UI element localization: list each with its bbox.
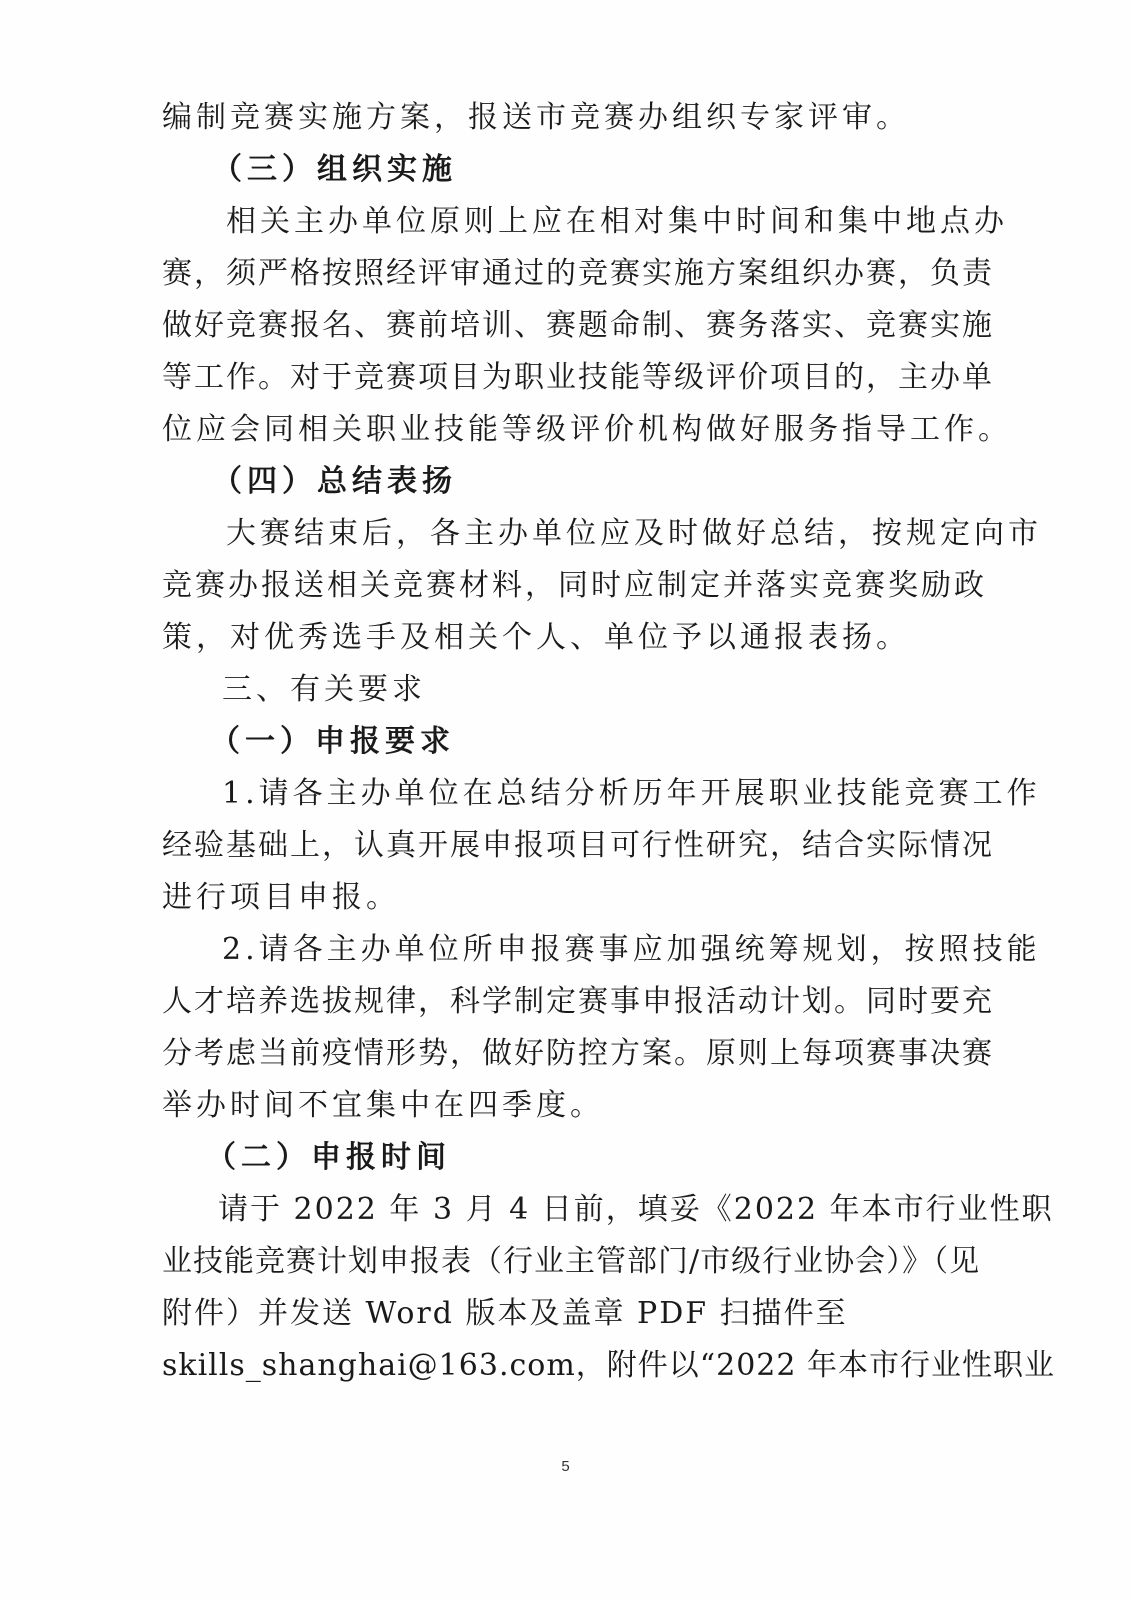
- text-line: 策，对优秀选手及相关个人、单位予以通报表扬。: [162, 620, 910, 655]
- text-line: 业技能竞赛计划申报表（行业主管部门/市级行业协会）》（见: [162, 1244, 981, 1279]
- text-line: 请于 2022 年 3 月 4 日前，填妥《2022 年本市行业性职: [218, 1192, 1054, 1227]
- email-line: skills_shanghai@163.com，附件以“2022 年本市行业性职业: [162, 1348, 1056, 1383]
- text-line: 等工作。对于竞赛项目为职业技能等级评价项目的，主办单: [162, 360, 994, 395]
- page-number: 5: [561, 1458, 570, 1475]
- text-line: 位应会同相关职业技能等级评价机构做好服务指导工作。: [162, 412, 1012, 447]
- chapter-heading-requirements: [162, 664, 952, 716]
- section-heading-summary: [162, 456, 952, 508]
- text-line: 做好竞赛报名、赛前培训、赛题命制、赛务落实、竞赛实施: [162, 308, 994, 343]
- text-line: 进行项目申报。: [162, 880, 400, 915]
- paragraph-tail: [162, 92, 952, 144]
- text-line: 举办时间不宜集中在四季度。: [162, 1088, 604, 1123]
- text-line: 1.请各主办单位在总结分析历年开展职业技能竞赛工作: [222, 776, 1041, 811]
- text-line: 编制竞赛实施方案，报送市竞赛办组织专家评审。: [162, 100, 910, 135]
- text-line: 分考虑当前疫情形势，做好防控方案。原则上每项赛事决赛: [162, 1036, 994, 1071]
- heading-text: （四）总结表扬: [212, 464, 457, 499]
- text-line: 相关主办单位原则上应在相对集中时间和集中地点办: [226, 204, 1008, 239]
- heading-text: （三）组织实施: [212, 152, 457, 187]
- paragraph-apply-time: [162, 1184, 1056, 1392]
- text-line: 2.请各主办单位所申报赛事应加强统筹规划，按照技能: [222, 932, 1041, 967]
- text-line: 经验基础上，认真开展申报项目可行性研究，结合实际情况: [162, 828, 994, 863]
- paragraph-requirement-2: [162, 924, 1041, 1132]
- text-line: 赛，须严格按照经评审通过的竞赛实施方案组织办赛，负责: [162, 256, 994, 291]
- paragraph-organize: [162, 196, 1012, 456]
- paragraph-requirement-1: [162, 768, 1041, 924]
- heading-text: （二）申报时间: [206, 1140, 451, 1175]
- heading-text: （一）申报要求: [210, 724, 455, 759]
- section-heading-apply-time: [162, 1132, 952, 1184]
- text-line: 大赛结束后，各主办单位应及时做好总结，按规定向市: [226, 516, 1042, 551]
- section-heading-apply-requirements: [162, 716, 952, 768]
- section-heading-organize: [162, 144, 952, 196]
- heading-text: 三、有关要求: [222, 672, 426, 707]
- text-line: 人才培养选拔规律，科学制定赛事申报活动计划。同时要充: [162, 984, 994, 1019]
- text-line: 竞赛办报送相关竞赛材料，同时应制定并落实竞赛奖励政: [162, 568, 987, 603]
- paragraph-summary: [162, 508, 1042, 664]
- text-line: 附件）并发送 Word 版本及盖章 PDF 扫描件至: [162, 1296, 848, 1331]
